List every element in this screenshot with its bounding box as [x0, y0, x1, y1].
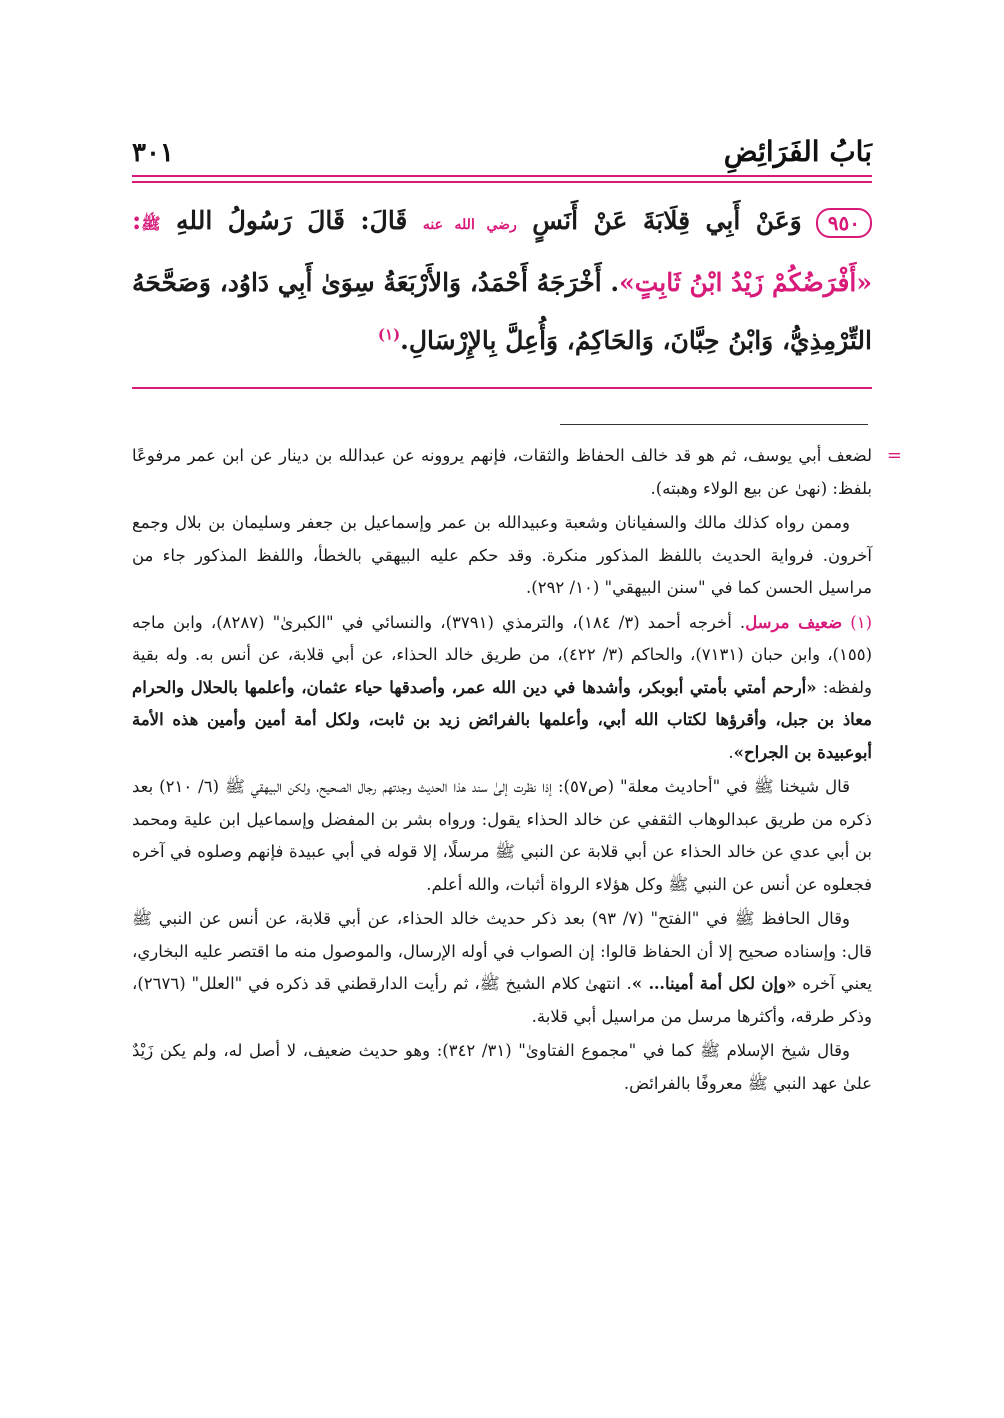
footnote-1-label: (١) [850, 612, 873, 632]
page-number: ٣٠١ [132, 138, 174, 168]
footnote-1-quote: «أرحم أمتي بأمتي أبوبكر، وأشدها في دين الله عمر، وأصدقها حياء عثمان، وأعلمها بالحلال والحرام معاذ بن جبل، وأقرؤها لكتاب الله أبي، وأعلمها بالفرائض زيد بن ثابت، ولكل أمة أمين وأمين هذه الأمة أبوعبيدة بن الجراح» [132, 677, 872, 762]
footnote-continuation [132, 440, 902, 505]
hadith-quote: : «أَفْرَضُكُمْ زَيْدُ ابْنُ ثَابِتٍ» [132, 206, 872, 297]
footnotes [132, 440, 902, 1102]
footnote-1-end: . [728, 742, 734, 762]
footnote-p2: وممن رواه كذلك مالك والسفيانان وشعبة وعبيدالله بن عمر وإسماعيل بن جعفر وسليمان بن بلال وجمع آخرون. فرواية الحديث باللفظ المذكور منكرة. وقد حكم عليه البيهقي بالخطأ، واللفظ المذكور جاء من مراسيل الحسن كما في "سنن البيهقي" (١٠/ ٢٩٢). [132, 513, 872, 597]
continuation-mark: = [886, 445, 902, 466]
footnote-1 [132, 607, 872, 770]
hadith-number-badge: ٩٥٠ [816, 208, 872, 238]
footnote-p3: قال شيخنا ﷺ في "أحاديث معلة" (ص٥٧): إذا نظرت إلىٰ سند هذا الحديث وجدتهم رجال الصحيح، ولكن البيهقي ﷺ (٦/ ٢١٠) بعد ذكره من طريق عبدالوهاب الثقفي عن خالد الحذاء يقول: ورواه بشر بن المفضل وإسماعيل ابن علية ومحمد بن أبي عدي عن خالد الحذاء عن أبي قلابة عن النبي ﷺ مرسلًا، إلا قوله في أبي عبيدة فإنهم وصلوه في آخره فجعلوه عن أنس عن النبي ﷺ وكل هؤلاء الرواة أثبات، والله أعلم. [132, 777, 872, 894]
footnote-p5: وقال شيخ الإسلام ﷺ كما في "مجموع الفتاوىٰ" (٣١/ ٣٤٢): وهو حديث ضعيف، لا أصل له، ولم يكن زَيْدٌ علىٰ عهد النبي ﷺ معروفًا بالفرائض. [132, 1041, 872, 1093]
footnote-p4-quote: «وإن لكل أمة أمينا… » [631, 974, 797, 993]
hadith-intro: وَعَنْ أَبِي قِلَابَةَ عَنْ أَنَسٍ [532, 206, 802, 235]
footnote-separator [560, 424, 868, 425]
footnote-p4 [132, 903, 872, 1033]
top-rule [132, 175, 872, 177]
footnote-p4-a: وقال الحافظ ﷺ في "الفتح" (٧/ ٩٣) بعد ذكر حديث خالد الحذاء، عن أبي قلابة، عن أنس عن النبي ﷺ قال: وإسناده صحيح إلا أن الحفاظ قالوا: إن الصواب في أوله الإرسال، والموصول منه ما اقتصر عليه البخاري، يعني آخره [132, 909, 872, 993]
footnote-1-text: . أخرجه أحمد (٣/ ١٨٤)، والترمذي (٣٧٩١)، والنسائي في "الكبرىٰ" (٨٢٨٧)، وابن ماجه (١٥٥)، وابن حبان (٧١٣١)، والحاكم (٣/ ٤٢٢)، من طريق خالد الحذاء، عن أبي قلابة، عن أنس به. وله بقية ولفظه: [132, 612, 872, 697]
bottom-rule [132, 387, 872, 389]
hadith-takhrij: . أَخْرَجَهُ أَحْمَدُ، وَالأَرْبَعَةُ سِوَىٰ أَبِي دَاوُد، وَصَحَّحَهُ التِّرْمِذِيُّ، وَابْنُ حِبَّانَ، وَالحَاكِمُ، وَأُعِلَّ بِالإِرْسَالِ. [132, 268, 872, 355]
footnote-p4-b: . انتهىٰ كلام الشيخ ﷺ، ثم رأيت الدارقطني قد ذكره في "العلل" (٢٦٧٦)، وذكر طرقه، وأكثرها مرسل من مراسيل أبي قلابة. [132, 974, 872, 1026]
footnote-p1: لضعف أبي يوسف، ثم هو قد خالف الحفاظ والثقات، فإنهم يروونه عن عبدالله بن دينار عن ابن عمر مرفوعًا بلفظ: (نهىٰ عن بيع الولاء وهبته). [132, 446, 872, 498]
radiya-honorific-icon: رضي الله عنه [422, 217, 517, 233]
top-rule-inner [132, 181, 872, 183]
chapter-title: بَابُ الفَرَائِضِ [723, 135, 872, 168]
footnote-ref: (١) [377, 325, 401, 344]
salla-honorific-icon: ﷺ [141, 214, 161, 233]
page-header [132, 128, 872, 168]
footnote-1-grade: ضعيف مرسل [745, 612, 843, 632]
hadith-qala: قَالَ: قَالَ رَسُولُ اللهِ [176, 206, 408, 235]
hadith-text [132, 192, 872, 370]
